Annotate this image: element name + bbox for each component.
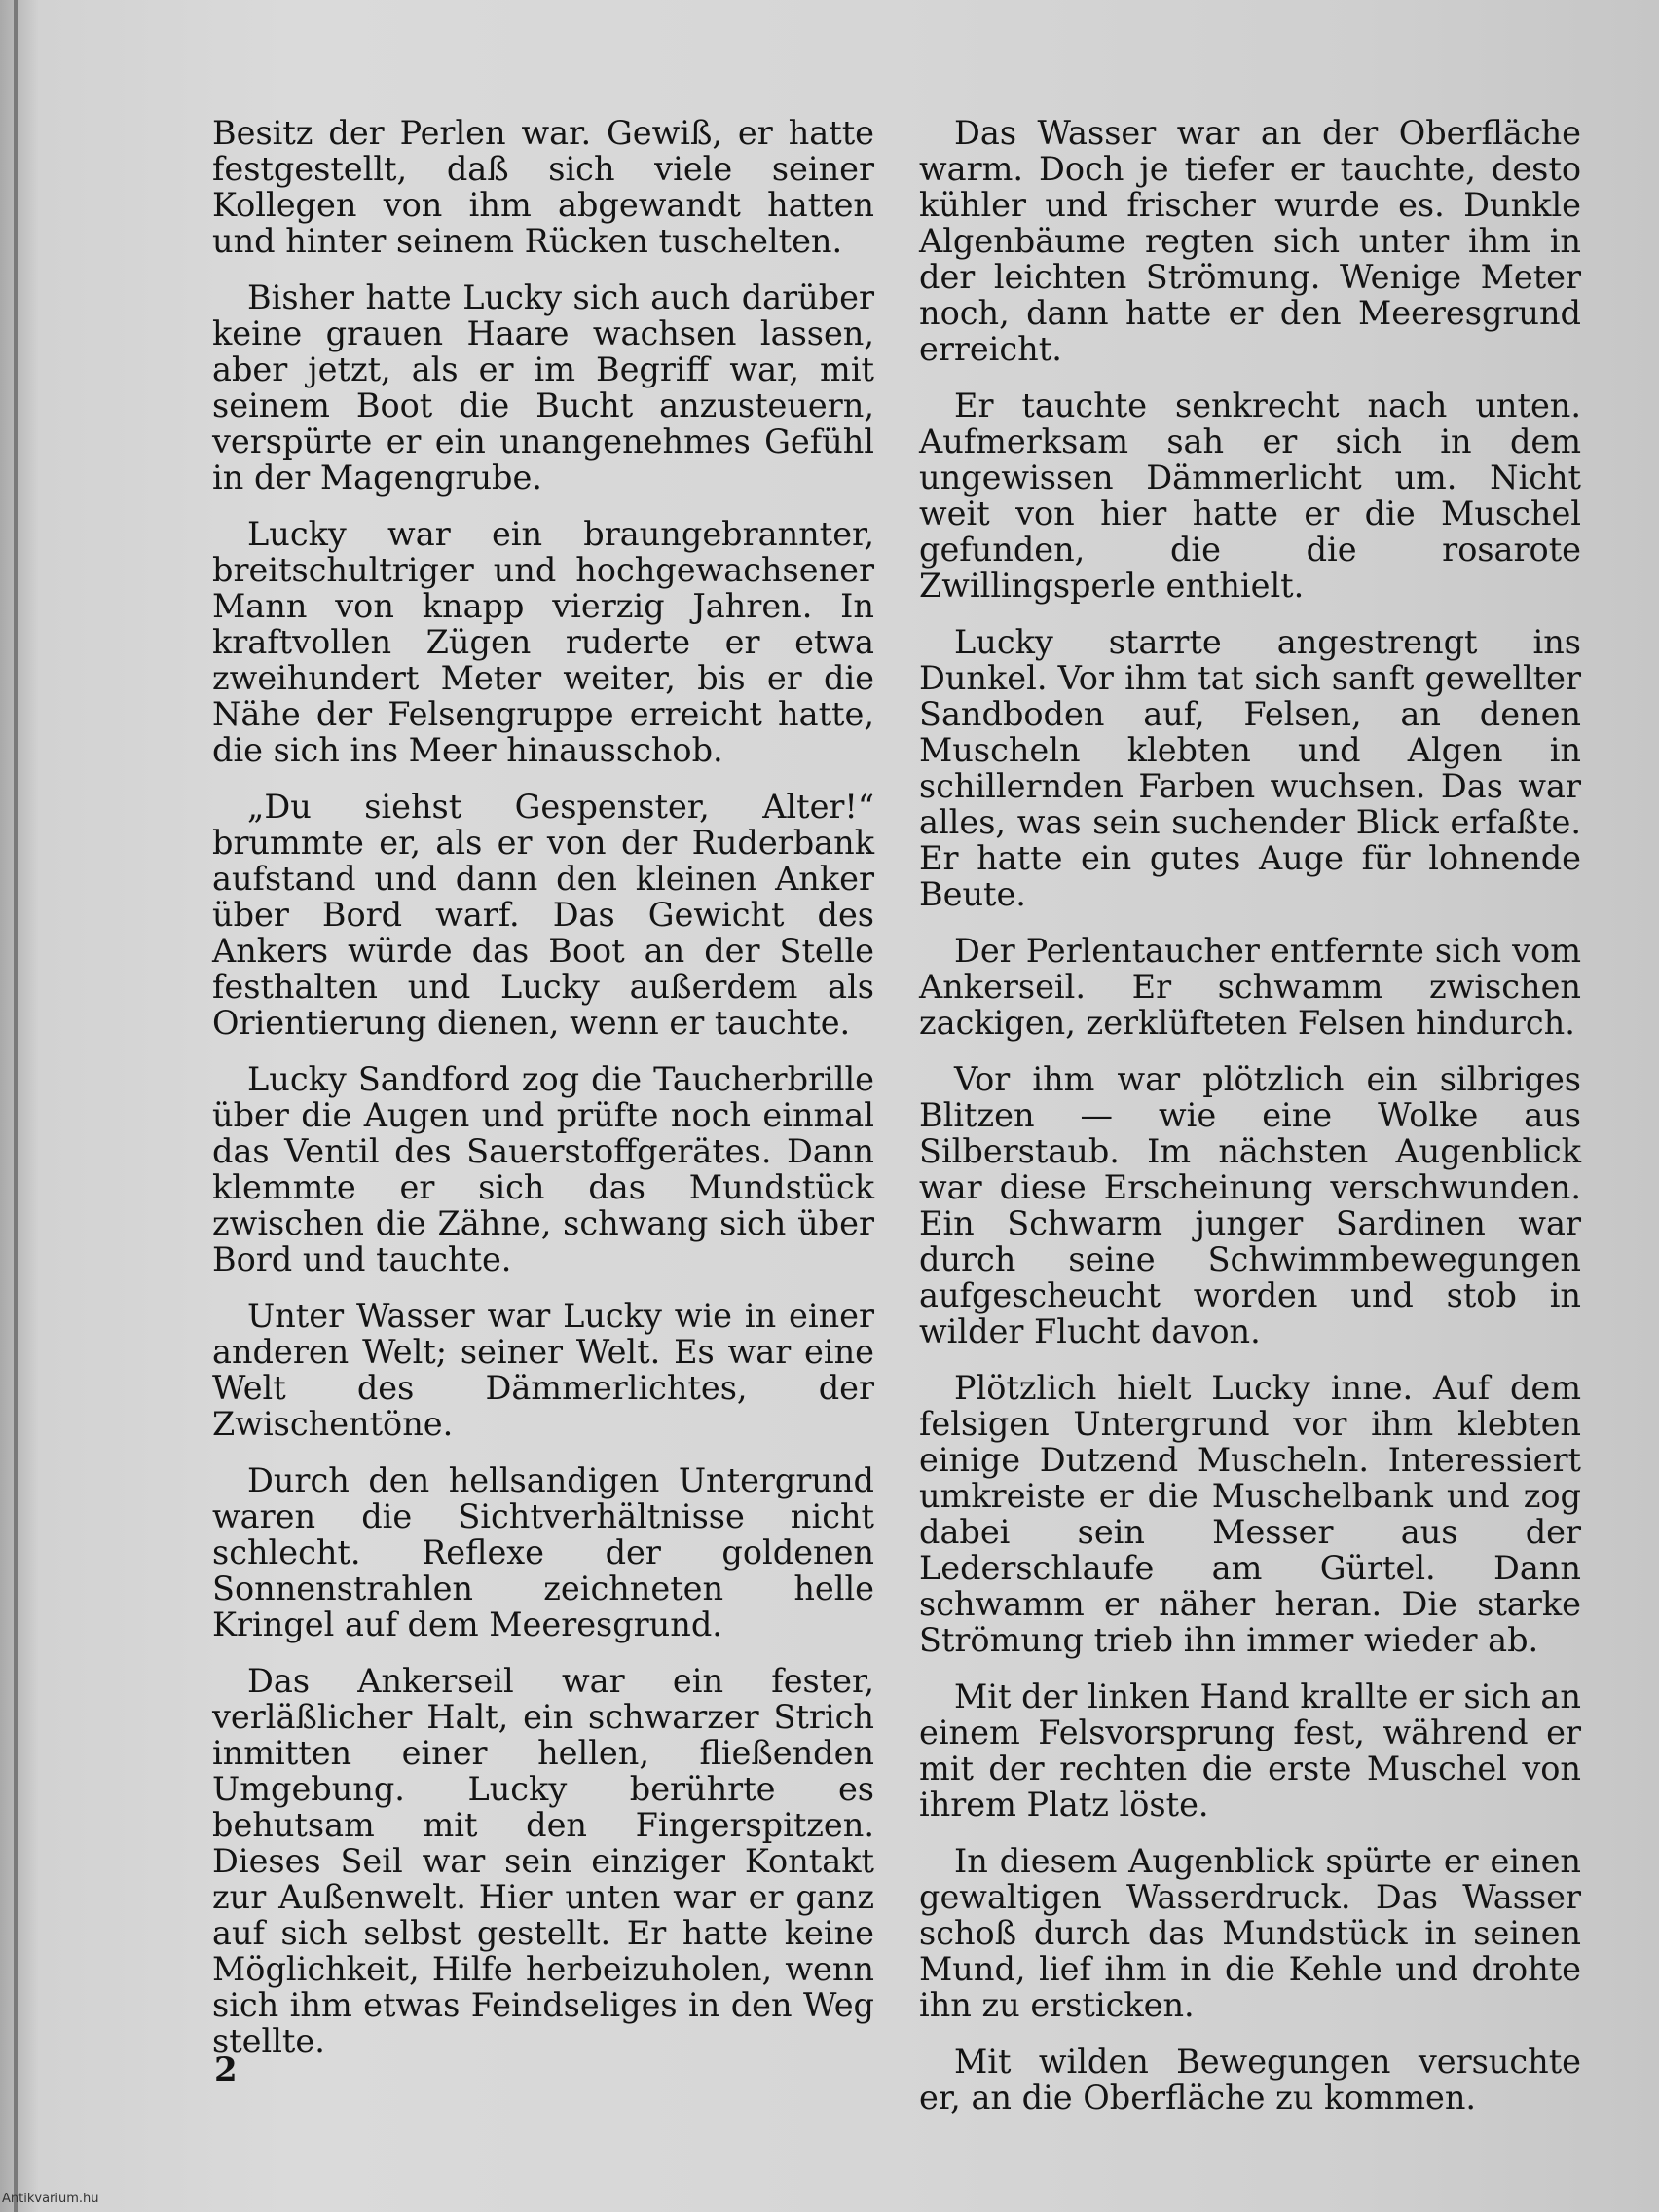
paragraph: Bisher hatte Lucky sich auch darüber keine grauen Haare wachsen lassen, aber jetzt, als er im Begriff war, mit seinem Boot die Bucht anzusteuern, verspürte er ein unangenehmes Gefühl in der Magengrube. [212, 278, 874, 497]
watermark: Antikvarium.hu [2, 2192, 99, 2206]
paragraph: Das Wasser war an der Oberfläche warm. Doch je tiefer er tauchte, desto kühler und frischer wurde es. Dunkle Algenbäume regten sich unter ihm in der leichten Strömung. Wenige Meter noch, dann hatte er den Meeresgrund erreicht. [919, 114, 1581, 368]
page-number: 2 [214, 2050, 238, 2089]
paragraph: Lucky war ein braungebrannter, breitschultriger und hochgewachsener Mann von knapp vierzig Jahren. In kraftvollen Zügen ruderte er etwa zweihundert Meter weiter, bis er die Nähe der Felsengruppe erreicht hatte, die sich ins Meer hinausschob. [212, 515, 874, 769]
right-column [919, 115, 1581, 2136]
paragraph: Das Ankerseil war ein fester, verläßlicher Halt, ein schwarzer Strich inmitten einer hellen, fließenden Umgebung. Lucky berührte es behutsam mit den Fingerspitzen. Dieses Seil war sein einziger Kontakt zur Außenwelt. Hier unten war er ganz auf sich selbst gestellt. Er hatte keine Möglichkeit, Hilfe herbeizuholen, wenn sich ihm etwas Feindseliges in den Weg stellte. [212, 1662, 874, 2060]
paragraph: Er tauchte senkrecht nach unten. Aufmerksam sah er sich in dem ungewissen Dämmerlicht um. Nicht weit von hier hatte er die Muschel gefunden, die die rosarote Zwillingsperle enthielt. [919, 387, 1581, 605]
paragraph: „Du siehst Gespenster, Alter!“ brummte er, als er von der Ruderbank aufstand und dann den kleinen Anker über Bord warf. Das Gewicht des Ankers würde das Boot an der Stelle festhalten und Lucky außerdem als Orientierung dienen, wenn er tauchte. [212, 788, 874, 1042]
binding-fold [14, 0, 18, 2212]
paragraph: Besitz der Perlen war. Gewiß, er hatte festgestellt, daß sich viele seiner Kollegen von ihm abgewandt hatten und hinter seinem Rücken tuschelten. [212, 114, 874, 260]
paragraph: Vor ihm war plötzlich ein silbriges Blitzen — wie eine Wolke aus Silberstaub. Im nächsten Augenblick war diese Erscheinung verschwunden. Ein Schwarm junger Sardinen war durch seine Schwimmbewegungen aufgescheucht worden und stob in wilder Flucht davon. [919, 1060, 1581, 1350]
paragraph: Durch den hellsandigen Untergrund waren die Sichtverhältnisse nicht schlecht. Reflexe der goldenen Sonnenstrahlen zeichneten helle Kringel auf dem Meeresgrund. [212, 1461, 874, 1643]
paragraph: Der Perlentaucher entfernte sich vom Ankerseil. Er schwamm zwischen zackigen, zerklüfteten Felsen hindurch. [919, 932, 1581, 1042]
paragraph: In diesem Augenblick spürte er einen gewaltigen Wasserdruck. Das Wasser schoß durch das Mundstück in seinen Mund, lief ihm in die Kehle und drohte ihn zu ersticken. [919, 1842, 1581, 2024]
paragraph: Mit der linken Hand krallte er sich an einem Felsvorsprung fest, während er mit der rechten die erste Muschel von ihrem Platz löste. [919, 1677, 1581, 1824]
paragraph: Lucky Sandford zog die Taucherbrille über die Augen und prüfte noch einmal das Ventil des Sauerstoffgerätes. Dann klemmte er sich das Mundstück zwischen die Zähne, schwang sich über Bord und tauchte. [212, 1060, 874, 1278]
paragraph: Plötzlich hielt Lucky inne. Auf dem felsigen Untergrund vor ihm klebten einige Dutzend Muscheln. Interessiert umkreiste er die Muschelbank und zog dabei sein Messer aus der Lederschlaufe am Gürtel. Dann schwamm er näher heran. Die starke Strömung trieb ihn immer wieder ab. [919, 1369, 1581, 1659]
left-column [212, 115, 874, 2080]
paragraph: Lucky starrte angestrengt ins Dunkel. Vor ihm tat sich sanft gewellter Sandboden auf, Felsen, an denen Muscheln klebten und Algen in schillernden Farben wuchsen. Das war alles, was sein suchender Blick erfaßte. Er hatte ein gutes Auge für lohnende Beute. [919, 623, 1581, 913]
paragraph: Mit wilden Bewegungen versuchte er, an die Oberfläche zu kommen. [919, 2043, 1581, 2117]
paragraph: Unter Wasser war Lucky wie in einer anderen Welt; seiner Welt. Es war eine Welt des Dämmerlichtes, der Zwischentöne. [212, 1297, 874, 1443]
